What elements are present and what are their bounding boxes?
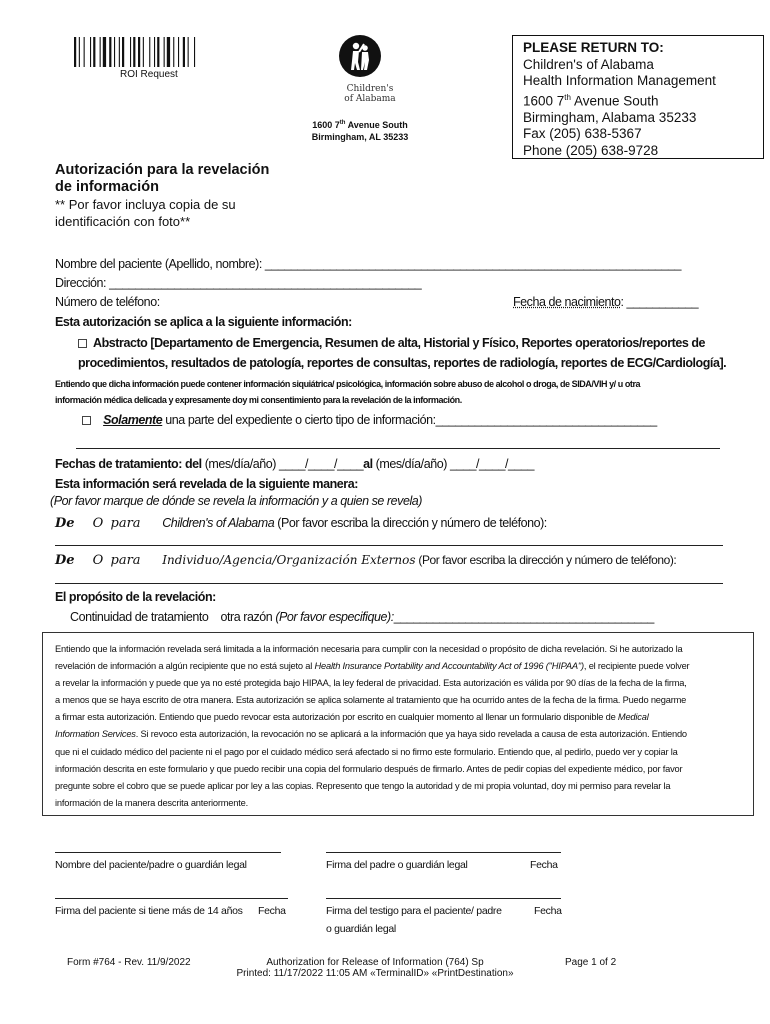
- notice-line2c: , el recipiente puede volver: [583, 661, 690, 672]
- only-blank[interactable]: __________________________________: [435, 413, 657, 427]
- notice-line2b: Health Insurance Portability and Accountability Act of 1996 ("HIPAA"): [314, 661, 584, 672]
- return-to-box: [512, 35, 764, 159]
- disclosure-heading: Esta información será revelada de la siguiente manera:: [55, 477, 358, 491]
- address-line1-rest: Avenue South: [345, 120, 408, 130]
- photo-id-note-line1: ** Por favor incluya copia de su: [55, 197, 236, 212]
- footer-center-line2: Printed: 11/17/2022 11:05 AM «TerminalID» «PrintDestination»: [236, 968, 514, 979]
- dob-field[interactable]: [513, 295, 698, 309]
- sig-patient-label: Firma del paciente si tiene más de 14 años: [55, 905, 243, 917]
- dob-label: Fecha de nacimiento: [513, 295, 621, 309]
- return-line6: Phone (205) 638-9728: [523, 142, 659, 158]
- option2-name: Individuo/Agencia/Organización Externos: [162, 553, 416, 567]
- option1-name: Children's of Alabama: [162, 516, 275, 530]
- phone-label: Número de teléfono:: [55, 295, 160, 309]
- logo-text-line1: Children's: [346, 84, 394, 94]
- option2-para[interactable]: para: [110, 553, 141, 568]
- sig-witness-label: [326, 902, 502, 938]
- form-title-line2: de información: [55, 179, 159, 195]
- notice-line9: pregunte sobre el cobro que se puede aplicar por ley a las copias. Represento que tengo la autoridad y de mi propia voluntad, doy mi permiso para revelar la: [55, 780, 671, 791]
- patient-name-field[interactable]: [55, 257, 681, 271]
- dates-fmt1: (mes/día/año): [201, 457, 280, 471]
- dob-blank[interactable]: : ___________: [620, 295, 699, 309]
- notice-line5b: Medical: [617, 712, 649, 723]
- patient-name-label: Nombre del paciente (Apellido, nombre):: [55, 257, 265, 271]
- abstract-checkbox[interactable]: [78, 339, 87, 348]
- purpose-other[interactable]: otra razón: [220, 610, 276, 624]
- sensitive-info-line1: Entiendo que dicha información puede contener información siquiátrica/ psicológica, información sobre abuso de alcohol o droga, de SIDA/VIH y/ u otra: [55, 379, 641, 389]
- sensitive-info-line2: información médica delicada y expresamente doy mi consentimiento para la revelación de la información.: [55, 395, 462, 405]
- address-blank[interactable]: ________________________________________________: [109, 276, 422, 290]
- address-field[interactable]: [55, 276, 421, 290]
- notice-line5a: a firmar esta autorización. Entiendo que puedo revocar esta autorización por escrito en cualquier momento al llenar un formulario disponible de: [55, 712, 618, 723]
- purpose-continuity[interactable]: Continuidad de tratamiento: [70, 610, 209, 624]
- disclosure-instruction: (Por favor marque de dónde se revela la información y a quien se revela): [50, 494, 422, 508]
- disclosure-option1[interactable]: [55, 516, 547, 531]
- parent-sig-line[interactable]: [326, 852, 561, 853]
- sig-date1-label: Fecha: [530, 859, 558, 871]
- disclosure-option2[interactable]: [55, 553, 676, 568]
- only-rest: una parte del expediente o cierto tipo de información:: [162, 413, 436, 427]
- notice-line10: información de la manera descrita anteriormente.: [55, 797, 248, 808]
- dates-al: al: [363, 457, 373, 471]
- dates-fmt2: (mes/día/año): [372, 457, 450, 471]
- notice-line6: [55, 726, 741, 743]
- option2-de[interactable]: De: [55, 553, 75, 568]
- notice-line6a: Information Services: [55, 729, 136, 740]
- footer-center: [210, 957, 540, 979]
- abstract-line1: Abstracto [Departamento de Emergencia, Resumen de alta, Historial y Físico, Reportes operatorios/reportes de: [93, 336, 706, 350]
- form-title-line1: Autorización para la revelación: [55, 162, 270, 178]
- sig-witness-line2: o guardián legal: [326, 923, 396, 935]
- notice-line6b: . Si revoco esta autorización, la revocación no se aplicará a la información que ya haya sido revelada a causa de esta autorización. Entiendo: [135, 729, 687, 740]
- patient-name-sig-line[interactable]: [55, 852, 281, 853]
- dates-label: Fechas de tratamiento: del: [55, 457, 202, 471]
- option1-o[interactable]: O: [92, 516, 104, 531]
- childrens-logo-icon: [338, 34, 382, 78]
- purpose-heading: El propósito de la revelación:: [55, 590, 216, 604]
- authorization-notice: [42, 632, 754, 816]
- form-title: [55, 162, 315, 196]
- only-part-option[interactable]: [82, 413, 657, 427]
- address-line1: 1600 7: [312, 120, 340, 130]
- option1-line[interactable]: [55, 545, 723, 546]
- logo-text: [320, 84, 420, 104]
- sig-patient-name-label: Nombre del paciente/padre o guardián legal: [55, 859, 247, 871]
- notice-line2a: revelación de información a algún recipiente que no está sujeto al: [55, 661, 315, 672]
- return-line2: Health Information Management: [523, 73, 716, 88]
- footer-form-number: Form #764 - Rev. 11/9/2022: [67, 957, 191, 968]
- return-line3b: Avenue South: [570, 93, 659, 108]
- footer-page: Page 1 of 2: [565, 957, 617, 968]
- option1-para[interactable]: para: [110, 516, 141, 531]
- return-line3a: 1600 7: [523, 93, 565, 108]
- return-line5: Fax (205) 638-5367: [523, 126, 642, 141]
- notice-line8: información descrita en este formulario y que puedo recibir una copia del formulario después de firmarlo. Antes de pedir copias del expediente médico, por favor: [55, 763, 683, 774]
- abstract-option[interactable]: [78, 336, 705, 350]
- footer-center-line1: Authorization for Release of Information (764) Sp: [266, 957, 484, 968]
- abstract-line2: procedimientos, resultados de patología, reportes de consultas, reportes de radiología, reportes de ECG/Cardiología].: [78, 356, 727, 370]
- sig-date3-label: Fecha: [534, 905, 562, 917]
- roi-request-label: ROI Request: [120, 69, 178, 80]
- notice-line3: a revelar la información y puede que ya no esté protegida bajo HIPAA, la ley federal de privacidad. Esta autorización es válida por 90 días de la fecha de la firma,: [55, 678, 687, 689]
- hospital-address: [300, 117, 420, 143]
- photo-id-note-line2: identificación con foto**: [55, 214, 191, 229]
- patient-name-blank[interactable]: ________________________________________________________________: [264, 257, 682, 271]
- sig-parent-label: Firma del padre o guardián legal: [326, 859, 468, 871]
- dates-blank1[interactable]: ____/____/____: [279, 457, 364, 471]
- option2-o[interactable]: O: [92, 553, 104, 568]
- patient-sig-line[interactable]: [55, 898, 288, 899]
- sig-witness-line1: Firma del testigo para el paciente/ padre: [326, 905, 502, 917]
- notice-line2: [55, 658, 741, 675]
- only-part-checkbox[interactable]: [82, 416, 91, 425]
- option1-hint: (Por favor escriba la dirección y número de teléfono):: [274, 516, 547, 530]
- applies-heading: Esta autorización se aplica a la siguiente información:: [55, 315, 352, 329]
- dates-blank2[interactable]: ____/____/____: [449, 457, 535, 471]
- only-label: Solamente: [103, 413, 163, 427]
- purpose-other-hint: (Por favor especifique):: [275, 610, 394, 624]
- address-sup: th: [339, 120, 346, 126]
- photo-id-note: [55, 196, 295, 230]
- sig-date2-label: Fecha: [258, 905, 286, 917]
- option2-hint: (Por favor escriba la dirección y número de teléfono):: [415, 553, 677, 567]
- return-line3-sup: th: [564, 92, 571, 102]
- notice-line1: Entiendo que la información revelada será limitada a la información necesaria para cumplir con la necesidad o propósito de dicha revelación. Si he autorizado la: [55, 644, 683, 654]
- address-line2: Birmingham, AL 35233: [311, 132, 409, 142]
- treatment-dates-field[interactable]: [55, 457, 534, 471]
- return-line1: Children's of Alabama: [523, 56, 654, 72]
- purpose-other-blank[interactable]: ________________________________________: [393, 610, 654, 624]
- purpose-options[interactable]: [70, 610, 654, 624]
- notice-line5: [55, 709, 741, 726]
- option2-line[interactable]: [55, 583, 723, 584]
- address-label: Dirección:: [55, 276, 110, 290]
- notice-line7: que ni el cuidado médico del paciente ni el pago por el cuidado médico será afectado si no firmo este formulario. Entiendo que, al pedirlo, puedo ver y copiar la: [55, 746, 678, 757]
- return-line4: Birmingham, Alabama 35233: [523, 109, 697, 125]
- notice-line4: a menos que se haya escrito de otra manera. Esta autorización se aplica solamente al tratamiento que ha ocurrido antes de la fecha de la firma. Puedo negarme: [55, 695, 687, 706]
- return-title: PLEASE RETURN TO:: [523, 40, 664, 55]
- logo-text-line2: of Alabama: [344, 94, 396, 104]
- barcode: [72, 37, 232, 67]
- option1-de[interactable]: De: [55, 516, 75, 531]
- witness-sig-line[interactable]: [326, 898, 561, 899]
- only-part-second-line[interactable]: [76, 448, 720, 449]
